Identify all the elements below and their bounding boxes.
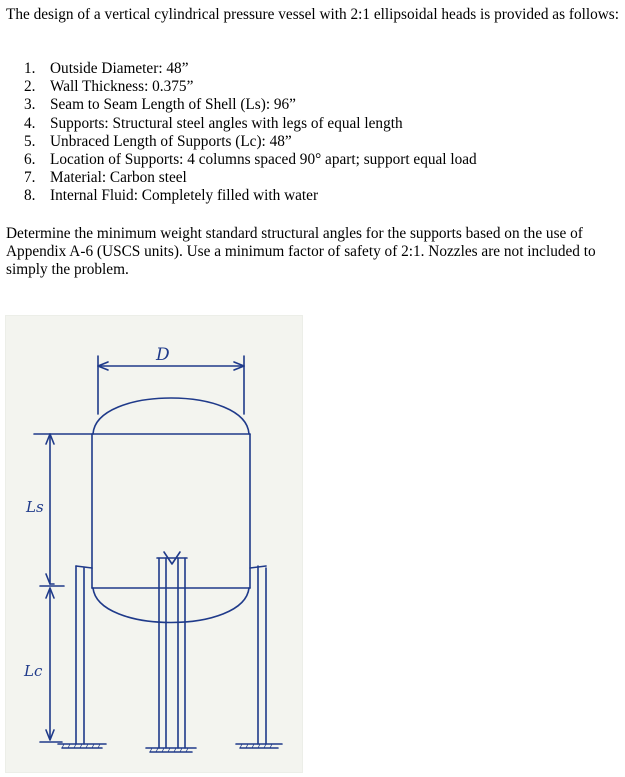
list-item bbox=[24, 78, 477, 96]
list-text: Internal Fluid: Completely filled with water bbox=[50, 187, 319, 205]
list-text: Unbraced Length of Supports (Lc): 48” bbox=[50, 132, 292, 150]
list-text: Material: Carbon steel bbox=[50, 169, 187, 187]
list-text: Location of Supports: 4 columns spaced 90° apart; support equal load bbox=[50, 151, 477, 169]
list-text: Supports: Structural steel angles with legs of equal length bbox=[50, 114, 403, 132]
list-item bbox=[24, 96, 477, 114]
list-item bbox=[24, 169, 477, 187]
list-number: 8. bbox=[24, 187, 36, 205]
left-support-tie bbox=[76, 566, 92, 568]
list-number: 2. bbox=[24, 78, 36, 96]
list-number: 3. bbox=[24, 96, 36, 114]
vessel-drawing bbox=[6, 316, 302, 772]
list-number: 4. bbox=[24, 114, 36, 132]
vessel-sketch bbox=[5, 315, 303, 773]
top-head bbox=[93, 398, 249, 434]
spec-list bbox=[24, 60, 477, 206]
list-item bbox=[24, 133, 477, 151]
ls-label: Ls bbox=[26, 498, 44, 516]
lc-label: Lc bbox=[24, 662, 43, 680]
question-paragraph: Determine the minimum weight standard structural angles for the supports based on the use of Appendix A-6 (USCS units). Use a minimum factor of safety of 2:1. Nozzles are not included to simply the problem. bbox=[6, 225, 596, 278]
center-support-leg-2 bbox=[178, 558, 185, 748]
intro-paragraph: The design of a vertical cylindrical pressure vessel with 2:1 ellipsoidal heads is provided as follows: bbox=[6, 6, 619, 23]
list-number: 7. bbox=[24, 169, 36, 187]
list-number: 1. bbox=[24, 60, 36, 77]
right-support-leg bbox=[258, 566, 266, 744]
right-support-tie bbox=[250, 566, 266, 568]
center-base-plate bbox=[146, 748, 196, 752]
list-item bbox=[24, 187, 477, 205]
list-item bbox=[24, 151, 477, 169]
list-item bbox=[24, 60, 477, 78]
list-text: Seam to Seam Length of Shell (Ls): 96” bbox=[50, 96, 296, 114]
left-support-leg bbox=[76, 566, 84, 744]
center-support-leg bbox=[159, 558, 166, 748]
diameter-label: D bbox=[156, 345, 170, 365]
list-item bbox=[24, 115, 477, 133]
list-text: Outside Diameter: 48” bbox=[50, 60, 189, 77]
list-number: 5. bbox=[24, 132, 36, 150]
list-number: 6. bbox=[24, 151, 36, 169]
list-text: Wall Thickness: 0.375” bbox=[50, 78, 194, 96]
bottom-head bbox=[93, 588, 249, 623]
